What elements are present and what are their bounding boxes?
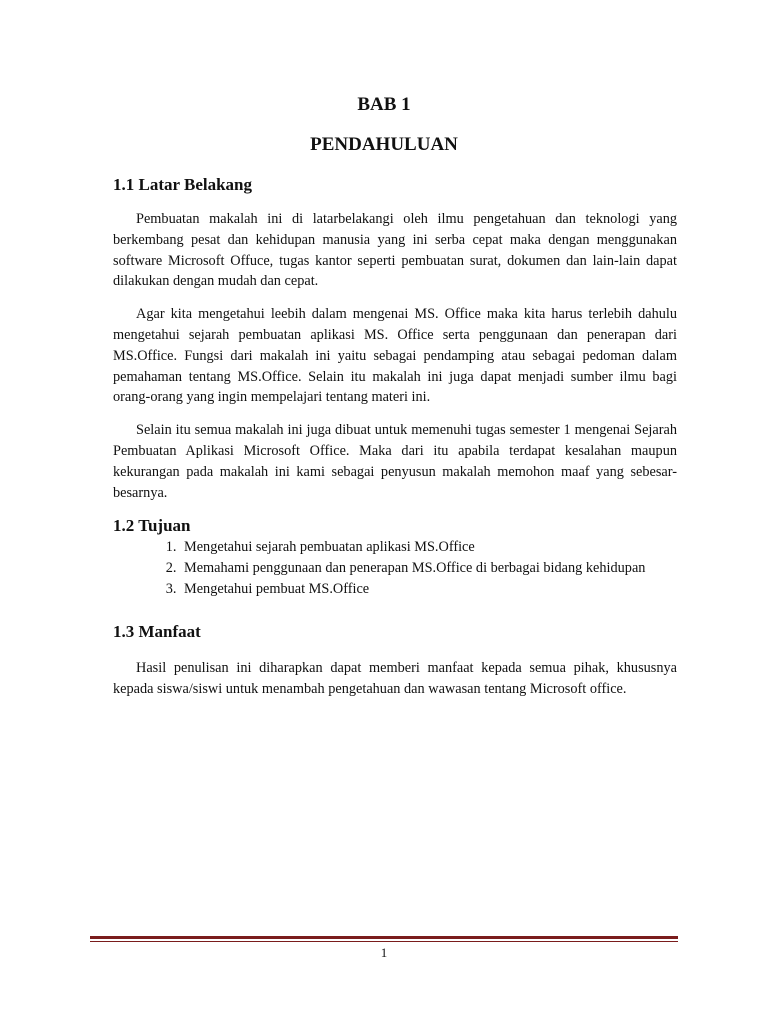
document-body <box>113 174 677 699</box>
section-latar-belakang <box>113 174 677 503</box>
footer-rule-thin <box>90 941 678 942</box>
section-tujuan <box>113 515 677 599</box>
list-item: 2. Memahami penggunaan dan penerapan MS.Office di berbagai bidang kehidupan <box>180 558 677 579</box>
list-item: 3. Mengetahui pembuat MS.Office <box>180 579 677 600</box>
section-title-latar-belakang: 1.1 Latar Belakang <box>113 175 253 194</box>
chapter-number: BAB 1 <box>357 94 411 115</box>
paragraph: Hasil penulisan ini diharapkan dapat memberi manfaat kepada semua pihak, khususnya kepada siswa/siswi untuk menambah pengetahuan dan wawasan tentang Microsoft office. <box>113 659 677 697</box>
paragraph: Pembuatan makalah ini di latarbelakangi oleh ilmu pengetahuan dan teknologi yang berkembang pesat dan kehidupan manusia yang ini serba cepat maka dengan menggunakan software Microsoft Offuce, tugas kantor seperti pembuatan surat, dokumen dan lain-lain dapat dilakukan dengan mudah dan cepat. <box>113 211 677 290</box>
list-item: 1. Mengetahui sejarah pembuatan aplikasi MS.Office <box>180 537 677 558</box>
footer-rule <box>90 936 678 939</box>
chapter-title: PENDAHULUAN <box>310 134 458 155</box>
section-title-tujuan: 1.2 Tujuan <box>113 516 191 536</box>
section-title-manfaat: 1.3 Manfaat <box>113 621 201 641</box>
paragraph: Agar kita mengetahui leebih dalam mengenai MS. Office maka kita harus terlebih dahulu mengetahui sejarah pembuatan aplikasi MS. Office serta penggunaan dan penerapan dari MS.Office. Fungsi dari makalah ini yaitu sebagai pendamping atau sebagai pedoman dalam pemahaman tentang MS.Office. Selain itu makalah ini juga dapat menjadi sumber ilmu bagi orang-orang yang ingin mempelajari tentang materi ini. <box>113 306 677 406</box>
page-number: 1 <box>380 945 388 960</box>
section-manfaat <box>113 621 677 700</box>
tujuan-list <box>113 537 677 599</box>
paragraph: Selain itu semua makalah ini juga dibuat untuk memenuhi tugas semester 1 mengenai Sejarah Pembuatan Aplikasi Microsoft Office. Maka dari itu apabila terdapat kesalahan maupun kekurangan pada makalah ini kami sebagai penyusun makalah memohon maaf yang sebesar-besarnya. <box>113 422 677 501</box>
